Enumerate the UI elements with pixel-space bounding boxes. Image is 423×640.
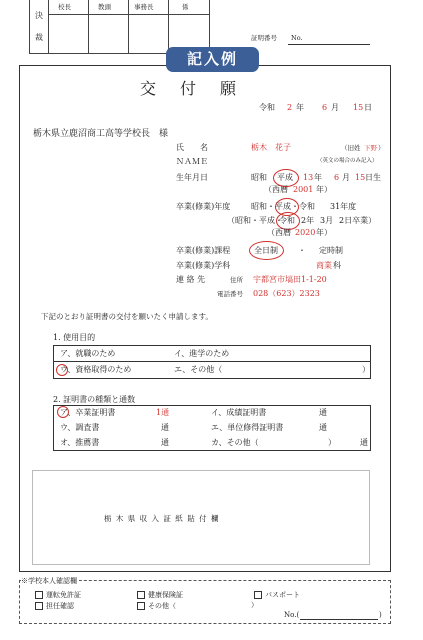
grad-western: 2020 xyxy=(295,228,316,237)
grad-eras: 昭和・平成・令和 xyxy=(251,202,315,211)
birth-month: 6 xyxy=(334,173,340,182)
course-full-time: 全日制 xyxy=(254,246,278,255)
phone-label: 電話番号 xyxy=(217,290,243,298)
cert-other-unit: 通 xyxy=(360,438,368,447)
cert-graduation-count: 1通 xyxy=(156,408,170,417)
approval-col-principal: 校長 xyxy=(58,3,71,11)
purpose-employment: ア、就職のため xyxy=(60,349,116,358)
birth-era-heisei: 平成 xyxy=(277,173,293,182)
cert-number-line xyxy=(288,44,370,45)
grad-month: 3月 xyxy=(320,216,334,225)
cert-report-unit: 通 xyxy=(161,423,169,432)
check-other[interactable]: その他（ xyxy=(137,602,176,610)
birth-month-unit: 月 xyxy=(342,173,350,182)
cert-number-label: 証明番号 xyxy=(251,34,277,42)
identity-box xyxy=(19,577,391,624)
purpose-other-close: ） xyxy=(362,365,370,374)
old-name-value: 下野 xyxy=(364,144,377,152)
example-banner: 記入例 xyxy=(166,47,259,72)
cert-grades: イ、成績証明書 xyxy=(211,408,267,417)
identity-no-label: No.( xyxy=(284,611,300,619)
birth-year: 13 xyxy=(303,173,314,182)
date-day-unit: 日 xyxy=(364,103,372,112)
purpose-divider xyxy=(53,361,371,362)
course-separator: ・ xyxy=(298,246,306,255)
grad-date-open: （昭和・平成・ xyxy=(227,216,283,225)
birth-label: 生年月日 xyxy=(176,173,208,182)
address-label: 住所 xyxy=(230,276,243,284)
birth-western-close: 年） xyxy=(316,185,332,194)
birth-western: 2001 xyxy=(293,185,314,194)
check-homeroom-teacher[interactable]: 担任確認 xyxy=(35,602,74,610)
grad-label: 卒業(修業)年度 xyxy=(176,202,231,211)
request-text: 下記のとおり証明書の交付を願いたく申請します。 xyxy=(41,312,213,321)
cert-recommendation: オ、推薦書 xyxy=(60,438,100,447)
birth-day: 15 xyxy=(355,173,366,182)
contact-label: 連 絡 先 xyxy=(176,275,206,284)
name-en-note: （英文の場合のみ記入） xyxy=(317,158,378,164)
date-day: 15 xyxy=(353,103,364,112)
cert-credits-unit: 通 xyxy=(319,423,327,432)
check-passport[interactable]: パスポート xyxy=(254,591,300,599)
check-other-close: ） xyxy=(251,601,258,609)
date-year-unit: 年 xyxy=(296,103,304,112)
name-label: 氏 名 xyxy=(176,143,208,152)
cert-number-no: No. xyxy=(291,34,303,42)
date-month-unit: 月 xyxy=(331,103,339,112)
approval-row-label-2: 裁 xyxy=(35,33,43,42)
date-era: 令和 xyxy=(259,103,275,112)
check-license[interactable]: 運転免許証 xyxy=(35,591,81,599)
birth-day-unit: 日生 xyxy=(365,173,381,182)
grad-western-open: （西暦 xyxy=(267,228,291,237)
birth-era-showa: 昭和 xyxy=(251,173,267,182)
purpose-further-education: イ、進学のため xyxy=(174,349,230,358)
grad-date-era: 令和 xyxy=(279,216,295,225)
course-label: 卒業(修業)課程 xyxy=(176,246,231,255)
date-month: 6 xyxy=(322,103,328,112)
grad-fiscal-year: 31年度 xyxy=(330,202,357,211)
name-en-label: ＮＡＭＥ xyxy=(176,157,208,166)
cert-recommendation-unit: 通 xyxy=(161,438,169,447)
address-value: 宇都宮市塙田1-1-20 xyxy=(253,275,327,284)
grad-year: 2年 xyxy=(301,216,315,225)
purpose-heading: 1. 使用目的 xyxy=(53,333,96,342)
birth-year-unit: 年 xyxy=(314,173,322,182)
dept-label: 卒業(修業)学科 xyxy=(176,261,231,270)
purpose-other: エ、その他（ xyxy=(174,365,223,374)
dept-unit: 科 xyxy=(333,261,341,270)
name-value: 栃木 花子 xyxy=(251,143,291,152)
cert-other-close: ） xyxy=(328,438,336,447)
grad-western-close: 年） xyxy=(316,228,332,237)
check-health-insurance[interactable]: 健康保険証 xyxy=(137,591,183,599)
approval-table xyxy=(29,0,210,54)
approval-col-staff: 係 xyxy=(182,3,189,11)
approval-col-vice-principal: 教頭 xyxy=(98,3,111,11)
purpose-qualification: ウ、資格取得のため xyxy=(60,365,132,374)
date-year: 2 xyxy=(287,103,293,112)
approval-col-office-manager: 事務長 xyxy=(134,3,154,11)
recipient: 栃木県立鹿沼商工高等学校長 様 xyxy=(33,129,169,139)
old-name-note: （旧姓 xyxy=(341,144,361,152)
course-night: 定時制 xyxy=(319,246,343,255)
dept-value: 商業 xyxy=(316,261,332,270)
identity-no-close: ) xyxy=(379,611,382,619)
cert-report: ウ、調査書 xyxy=(60,423,100,432)
old-name-close: ） xyxy=(378,144,385,152)
birth-western-open: （西暦 xyxy=(264,185,288,194)
cert-other: カ、その他（ xyxy=(211,438,259,447)
phone-value: 028（623）2323 xyxy=(253,289,320,298)
identity-heading: ※学校本人確認欄 xyxy=(21,577,77,585)
certs-heading: 2. 証明書の種類と通数 xyxy=(53,395,136,404)
cert-grades-unit: 通 xyxy=(319,408,327,417)
cert-credits: エ、単位修得証明書 xyxy=(211,423,284,432)
identity-no-line xyxy=(300,619,378,620)
form-title: 交付願 xyxy=(140,79,261,98)
cert-graduation: ア、卒業証明書 xyxy=(60,408,116,417)
grad-day: 2日卒業） xyxy=(339,216,377,225)
approval-row-label-1: 決 xyxy=(35,11,43,20)
stamp-area-label: 栃 木 県 収 入 証 紙 貼 付 欄 xyxy=(104,514,220,523)
